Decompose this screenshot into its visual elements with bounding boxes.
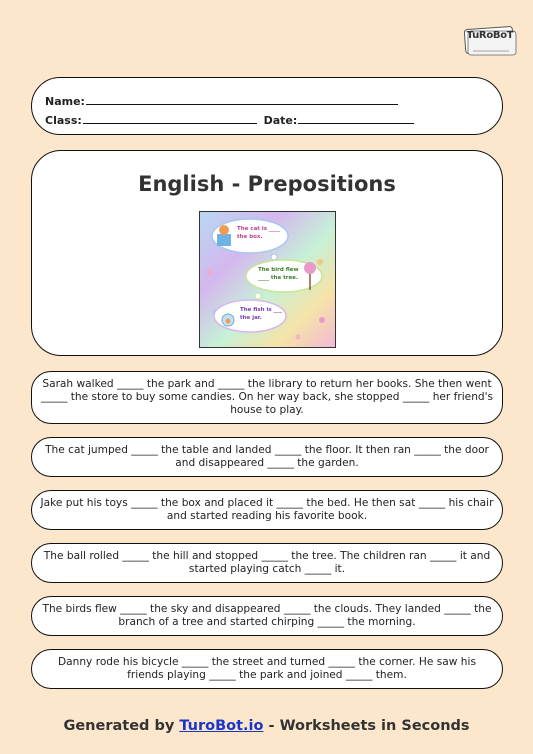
question-4 xyxy=(31,543,503,583)
name-field[interactable] xyxy=(86,94,398,105)
question-2-text: The cat jumped _____ the table and landed _____ the floor. It then ran _____ the door and disappeared _____ the garden. xyxy=(45,444,489,469)
question-1-text: Sarah walked _____ the park and _____ the library to return her books. She then went _____ the store to buy some candies. On her way back, she stopped _____ her friend's house to play. xyxy=(40,378,494,416)
question-4-text: The ball rolled _____ the hill and stopped _____ the tree. The children ran _____ it and started playing catch _____ it. xyxy=(43,550,491,575)
bubble-bird-line1: The bird flew xyxy=(258,267,299,273)
question-6 xyxy=(31,649,503,689)
question-5-text: The birds flew _____ the sky and disappeared _____ the clouds. They landed _____ the branch of a tree and started chirping _____ the morning. xyxy=(42,603,492,628)
bubble-cat-line1: The cat is ____ xyxy=(237,226,280,232)
footer xyxy=(0,718,533,734)
class-field[interactable] xyxy=(83,113,257,124)
question-6-text: Danny rode his bicycle _____ the street and turned _____ the corner. He saw his friends playing _____ the park and joined _____ them. xyxy=(57,656,476,681)
bubble-cat-line2: the box. xyxy=(237,234,263,240)
name-row xyxy=(45,94,398,108)
question-2 xyxy=(31,437,503,477)
class-date-row xyxy=(45,113,414,127)
question-1 xyxy=(31,371,503,424)
logo-text: TuRoBoT xyxy=(466,30,514,41)
prepositions-illustration xyxy=(199,211,336,348)
bubble-fish-text xyxy=(240,306,282,322)
turobot-logo xyxy=(463,24,517,58)
bubble-fish-line1: The fish is ___ xyxy=(240,307,282,313)
question-3-text: Jake put his toys _____ the box and placed it _____ the bed. He then sat _____ his chair and started reading his favorite book. xyxy=(40,497,494,522)
worksheet-title: English - Prepositions xyxy=(138,172,396,196)
name-label: Name: xyxy=(45,95,85,108)
question-3 xyxy=(31,490,503,530)
title-panel xyxy=(31,150,503,356)
bubble-fish-line2: the jar. xyxy=(240,315,262,321)
bubble-cat-text xyxy=(237,225,280,241)
bubble-bird-text xyxy=(258,266,299,282)
date-label: Date: xyxy=(263,114,298,127)
class-label: Class: xyxy=(45,114,82,127)
footer-prefix: Generated by xyxy=(63,718,180,734)
turobot-link[interactable]: TuroBot.io xyxy=(179,718,264,734)
date-field[interactable] xyxy=(298,113,414,124)
bubble-bird-line2: ____ the tree. xyxy=(258,275,298,281)
student-info-panel xyxy=(31,77,503,135)
footer-suffix: - Worksheets in Seconds xyxy=(263,718,470,734)
question-5 xyxy=(31,596,503,636)
